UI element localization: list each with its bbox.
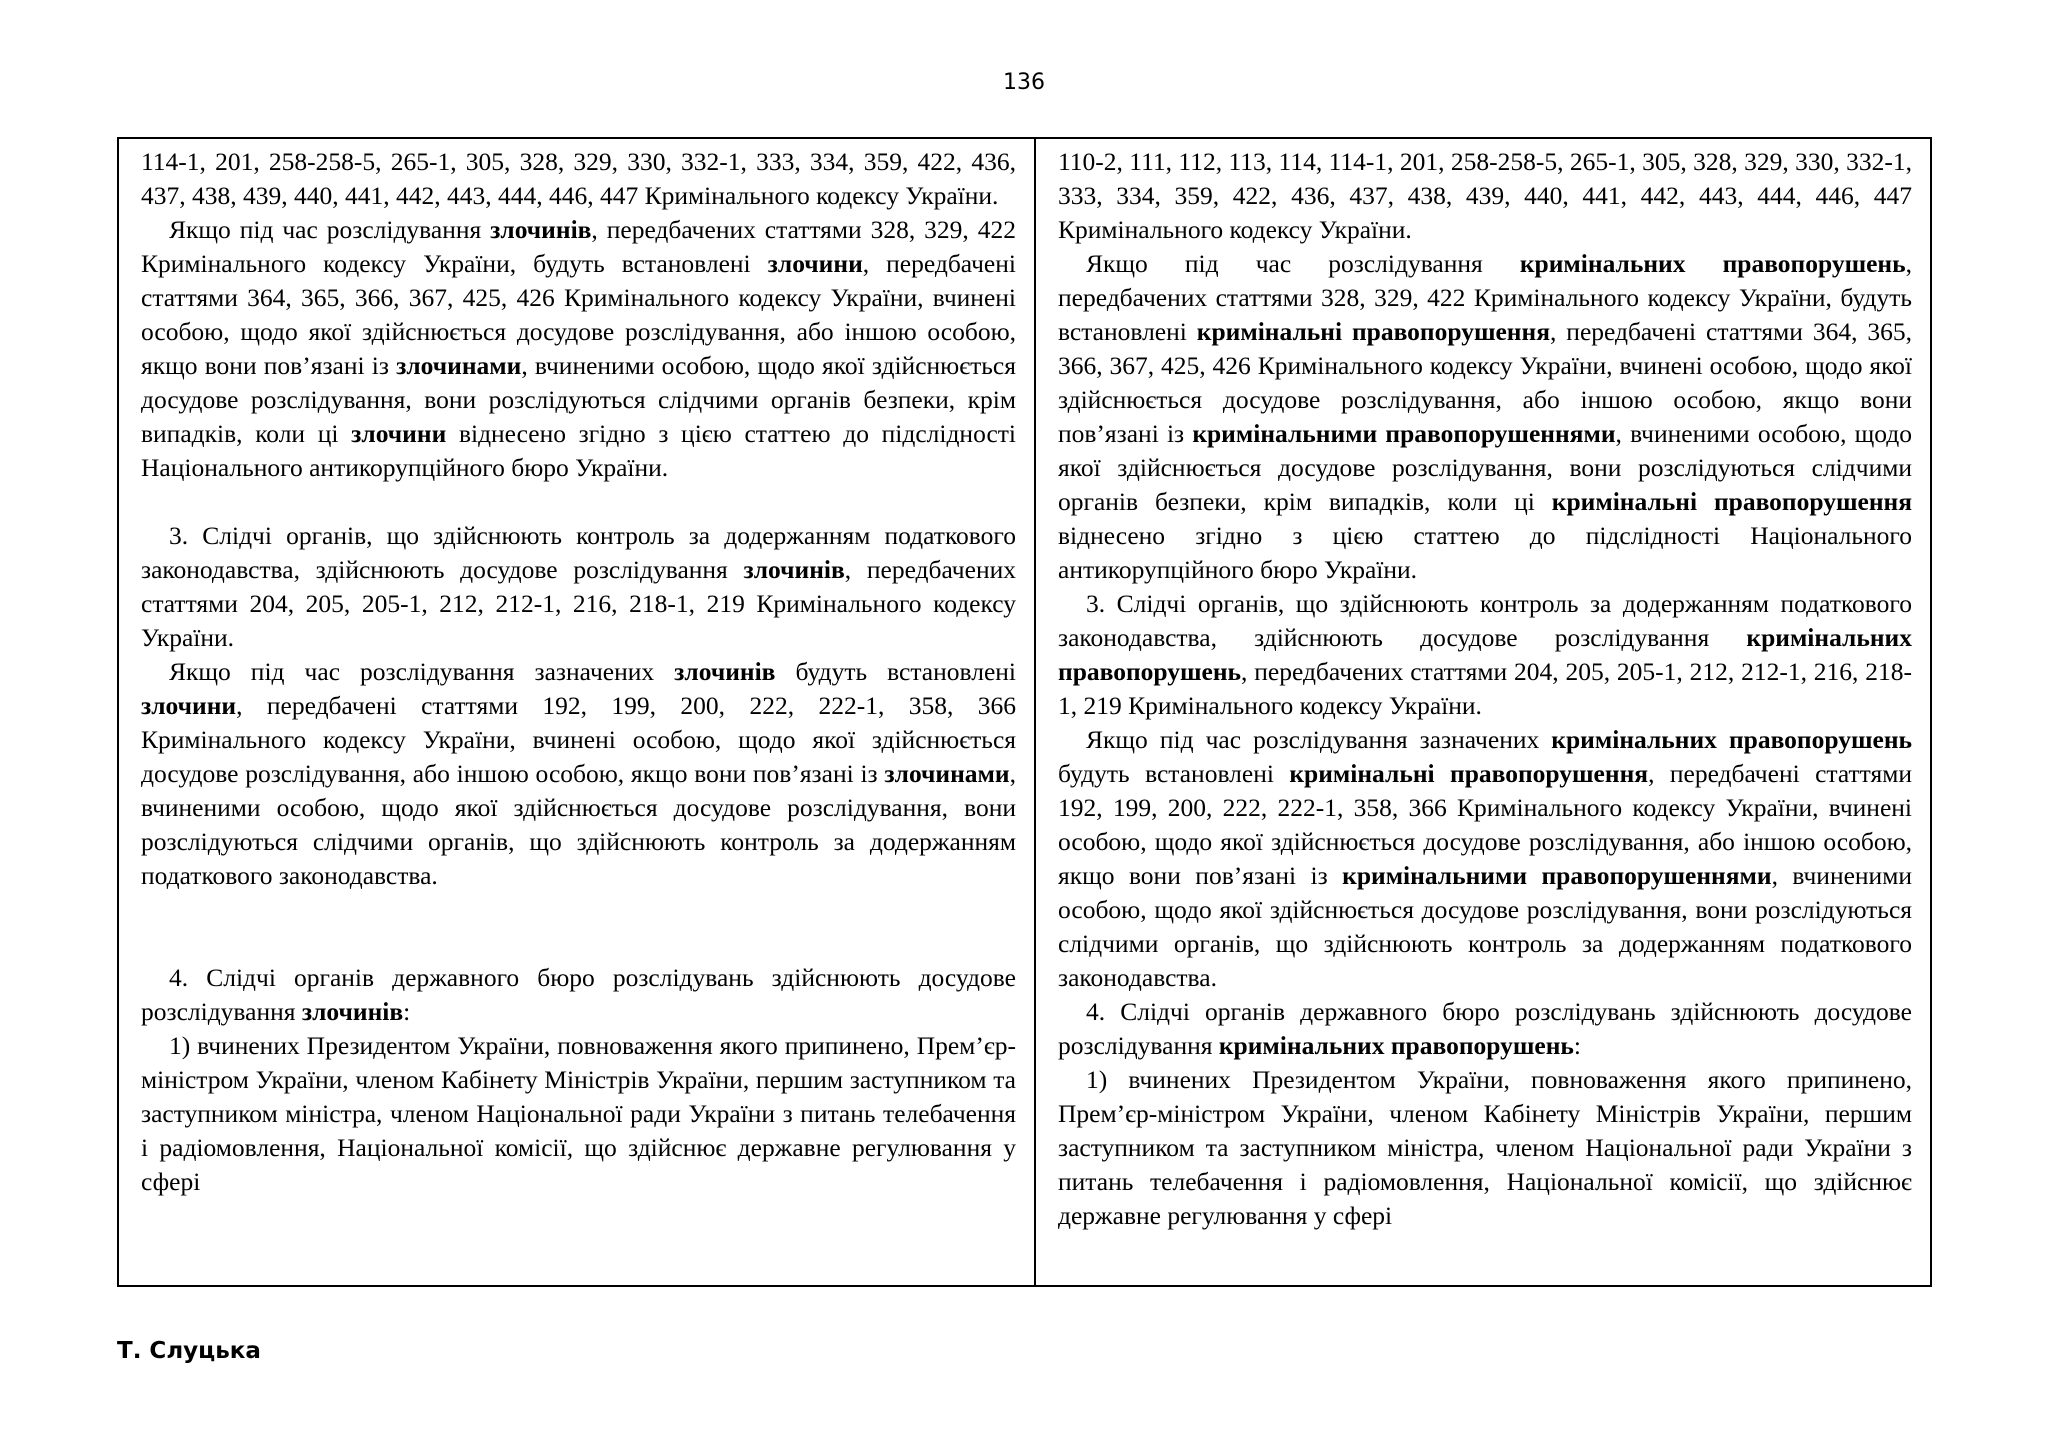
paragraph-sbi-investigators: 4. Слідчі органів державного бюро розслідувань здійснюють досудове розслідування злочинів: xyxy=(141,963,1016,1026)
paragraph-item-1: 1) вчинених Президентом України, повноваження якого припинено, Прем’єр-міністром України, членом Кабінету Міністрів України, першим заступником та заступником міністра, членом Національної ради України з питань телебачення і радіомовлення, Національної комісії, що здійснює державне регулювання у сфері xyxy=(141,1031,1016,1196)
author-signature: Т. Слуцька xyxy=(117,1338,261,1364)
proposed-text-column xyxy=(1036,139,1930,1285)
paragraph-sbi-investigators: 4. Слідчі органів державного бюро розслідувань здійснюють досудове розслідування кримінальних правопорушень: xyxy=(1058,997,1912,1060)
paragraph-tax-investigators: 3. Слідчі органів, що здійснюють контроль за додержанням податкового законодавства, здійснюють досудове розслідування злочинів, передбачених статтями 204, 205, 205-1, 212, 212-1, 216, 218-1, 219 Кримінального кодексу України. xyxy=(141,521,1016,652)
paragraph-item-1: 1) вчинених Президентом України, повноваження якого припинено, Прем’єр-міністром України, членом Кабінету Міністрів України, першим заступником та заступником міністра, членом Національної ради України з питань телебачення і радіомовлення, Національної комісії, що здійснює державне регулювання у сфері xyxy=(1058,1065,1912,1230)
current-text-column xyxy=(119,139,1036,1285)
comparison-table xyxy=(117,137,1932,1287)
paragraph-tax-related-offences: Якщо під час розслідування зазначених злочинів будуть встановлені злочини, передбачені статтями 192, 199, 200, 222, 222-1, 358, 366 Кримінального кодексу України, вчинені особою, щодо якої здійснюється досудове розслідування, або іншою особою, якщо вони пов’язані із злочинами, вчиненими особою, щодо якої здійснюється досудове розслідування, вони розслідуються слідчими органів, що здійснюють контроль за додержанням податкового законодавства. xyxy=(141,657,1016,890)
page-number: 136 xyxy=(1003,70,1045,95)
paragraph-tax-related-offences: Якщо під час розслідування зазначених кримінальних правопорушень будуть встановлені кримінальні правопорушення, передбачені статтями 192, 199, 200, 222, 222-1, 358, 366 Кримінального кодексу України, вчинені особою, щодо якої здійснюється досудове розслідування, або іншою особою, якщо вони пов’язані із кримінальними правопорушеннями, вчиненими особою, щодо якої здійснюється досудове розслідування, вони розслідуються слідчими органів, що здійснюють контроль за додержанням податкового законодавства. xyxy=(1058,725,1912,992)
paragraph-security-investigation: Якщо під час розслідування кримінальних правопорушень, передбачених статтями 328, 329, 422 Кримінального кодексу України, будуть встановлені кримінальні правопорушення, передбачені статтями 364, 365, 366, 367, 425, 426 Кримінального кодексу України, вчинені особою, щодо якої здійснюється досудове розслідування, або іншою особою, якщо вони пов’язані із кримінальними правопорушеннями, вчиненими особою, щодо якої здійснюється досудове розслідування, вони розслідуються слідчими органів безпеки, крім випадків, коли ці кримінальні правопорушення віднесено згідно з цією статтею до підслідності Національного антикорупційного бюро України. xyxy=(1058,249,1913,584)
paragraph-tax-investigators: 3. Слідчі органів, що здійснюють контроль за додержанням податкового законодавства, здійснюють досудове розслідування кримінальних правопорушень, передбачених статтями 204, 205, 205-1, 212, 212-1, 216, 218-1, 219 Кримінального кодексу України. xyxy=(1058,589,1912,720)
paragraph-security-investigation: Якщо під час розслідування злочинів, передбачених статтями 328, 329, 422 Кримінального кодексу України, будуть встановлені злочини, передбачені статтями 364, 365, 366, 367, 425, 426 Кримінального кодексу України, вчинені особою, щодо якої здійснюється досудове розслідування, або іншою особою, якщо вони пов’язані із злочинами, вчиненими особою, щодо якої здійснюється досудове розслідування, вони розслідуються слідчими органів безпеки, крім випадків, коли ці злочини віднесено згідно з цією статтею до підслідності Національного антикорупційного бюро України. xyxy=(141,215,1017,482)
paragraph-article-list: 114-1, 201, 258-258-5, 265-1, 305, 328, 329, 330, 332-1, 333, 334, 359, 422, 436, 437, 438, 439, 440, 441, 442, 443, 444, 446, 447 Кримінального кодексу України. xyxy=(141,147,1016,210)
paragraph-article-list: 110-2, 111, 112, 113, 114, 114-1, 201, 258-258-5, 265-1, 305, 328, 329, 330, 332-1, 333, 334, 359, 422, 436, 437, 438, 439, 440, 441, 442, 443, 444, 446, 447 Кримінального кодексу України. xyxy=(1058,147,1912,244)
